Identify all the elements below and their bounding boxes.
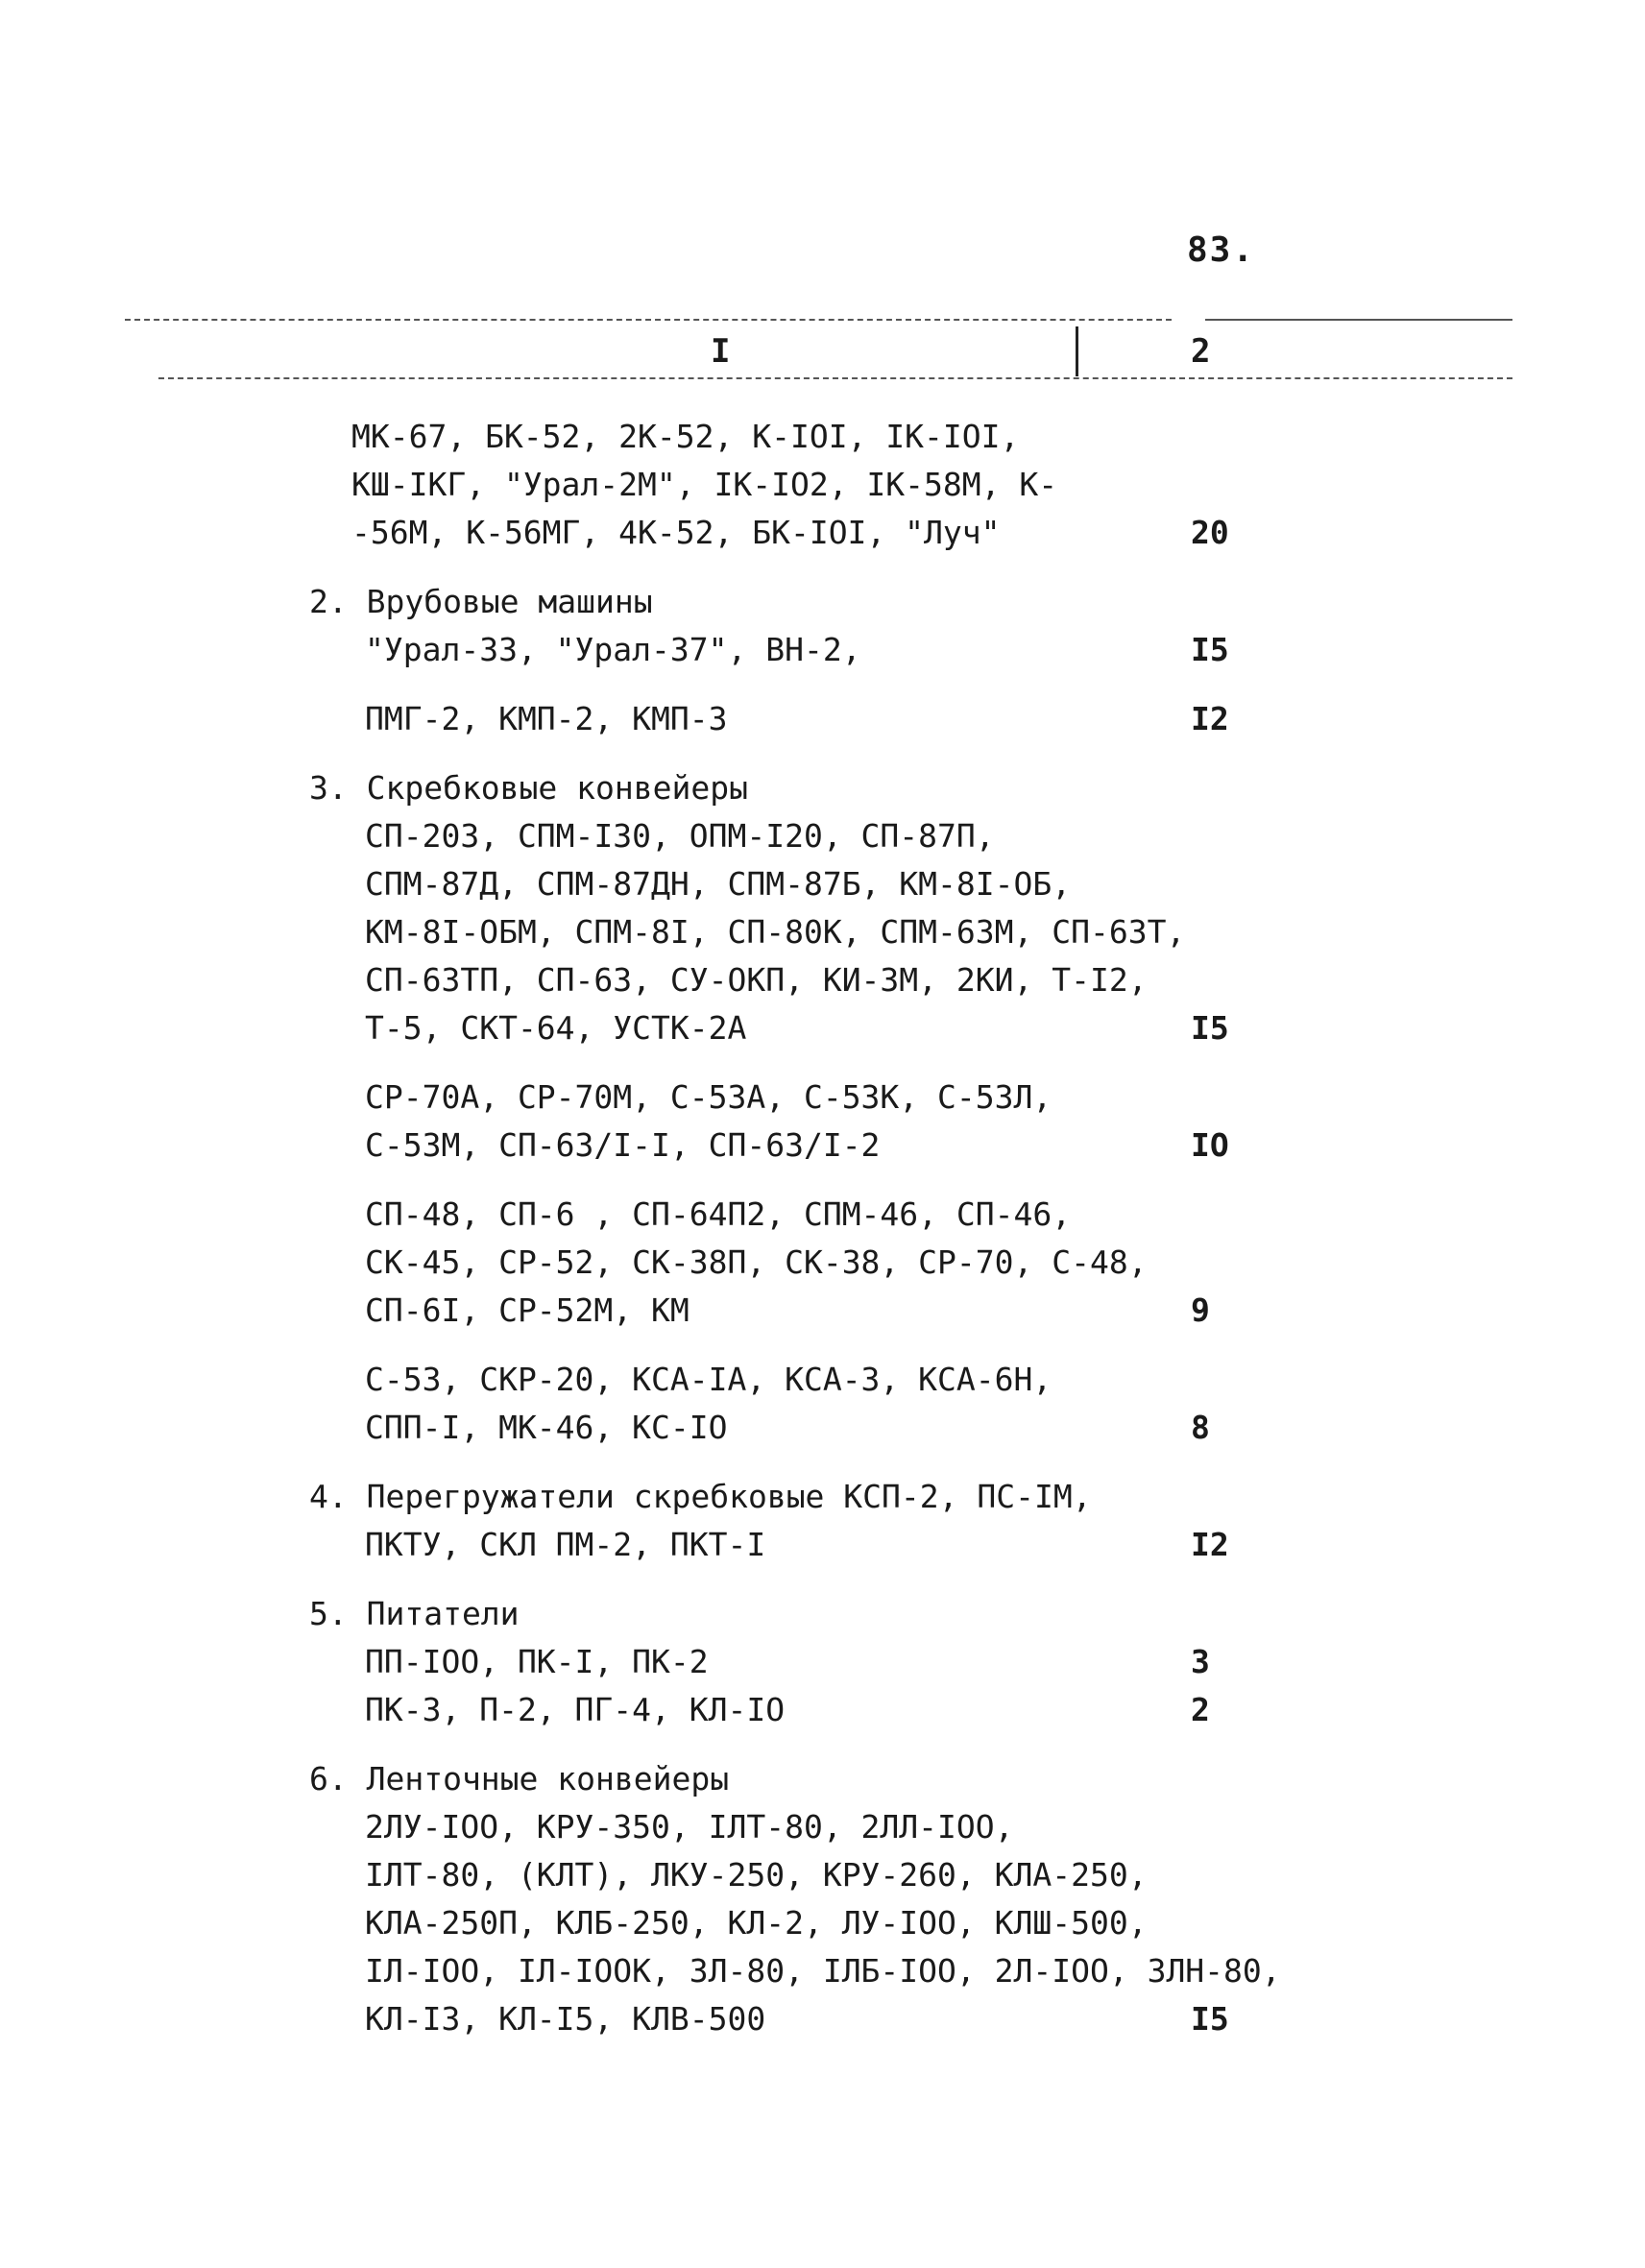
table-row	[0, 1851, 1645, 1899]
table-row	[0, 1947, 1645, 1995]
norm-value: 3	[1191, 1643, 1210, 1680]
table-row	[0, 1074, 1645, 1122]
section-heading: 5. Питатели	[309, 1595, 520, 1632]
equipment-list: ПК-3, П-2, ПГ-4, КЛ-IO	[365, 1691, 786, 1728]
equipment-list: ПП-IOO, ПК-I, ПК-2	[365, 1643, 709, 1680]
equipment-list: СП-203, СПМ-I30, ОПМ-I20, СП-87П,	[365, 817, 995, 855]
equipment-list: 2ЛУ-IOO, КРУ-350, IЛТ-80, 2ЛЛ-IOO,	[365, 1808, 1014, 1846]
norm-value: 9	[1191, 1291, 1210, 1329]
table-row	[0, 1404, 1645, 1452]
table-row	[0, 1803, 1645, 1851]
table-row	[0, 1191, 1645, 1239]
section-heading: 4. Перегружатели скребковые КСП-2, ПС-IМ,	[309, 1478, 1092, 1515]
equipment-list: IЛ-IOO, IЛ-IOOК, 3Л-80, IЛБ-IOO, 2Л-IOO, 3ЛН-80,	[365, 1952, 1281, 1990]
equipment-list: МК-67, БК-52, 2К-52, К-IOI, IК-IOI,	[351, 418, 1020, 455]
equipment-list: -56М, К-56МГ, 4К-52, БК-IOI, "Луч"	[351, 514, 1001, 551]
equipment-list: СК-45, СР-52, СК-38П, СК-38, СР-70, С-48,	[365, 1243, 1148, 1281]
table-group	[0, 1356, 1645, 1452]
table-group	[0, 1074, 1645, 1170]
equipment-list: СПП-I, МК-46, КС-IO	[365, 1409, 728, 1446]
table-row	[0, 626, 1645, 674]
section-heading: 6. Ленточные конвейеры	[309, 1760, 730, 1798]
table-row	[0, 695, 1645, 743]
equipment-list: "Урал-33, "Урал-37", ВН-2,	[365, 631, 861, 668]
section-heading-row	[0, 578, 1645, 626]
section-heading: 3. Скребковые конвейеры	[309, 769, 748, 807]
table-row	[0, 1239, 1645, 1287]
table-row	[0, 812, 1645, 860]
norm-value: I2	[1191, 1526, 1229, 1563]
norm-value: I5	[1191, 1009, 1229, 1047]
table-row	[0, 1122, 1645, 1170]
table-group	[0, 764, 1645, 1052]
equipment-list: ПМГ-2, КМП-2, КМП-3	[365, 700, 728, 737]
table-group	[0, 695, 1645, 743]
equipment-list: КЛ-I3, КЛ-I5, КЛВ-500	[365, 2000, 766, 2038]
equipment-list: СП-63ТП, СП-63, СУ-ОКП, КИ-3М, 2КИ, Т-I2,	[365, 961, 1148, 999]
table-group	[0, 1473, 1645, 1569]
equipment-list: ПКТУ, СКЛ ПМ-2, ПКТ-I	[365, 1526, 766, 1563]
table-group	[0, 1590, 1645, 1734]
equipment-list: КМ-8I-ОБМ, СПМ-8I, СП-80К, СПМ-63М, СП-63Т,	[365, 913, 1186, 951]
section-heading-row	[0, 1755, 1645, 1803]
table-row	[0, 908, 1645, 956]
column-divider	[1076, 326, 1078, 376]
norm-value: I5	[1191, 631, 1229, 668]
table-body	[0, 413, 1645, 2064]
table-group	[0, 578, 1645, 674]
norm-value: I5	[1191, 2000, 1229, 2038]
table-row	[0, 956, 1645, 1004]
norm-value: I2	[1191, 700, 1229, 737]
table-row	[0, 1899, 1645, 1947]
table-row	[0, 1995, 1645, 2043]
table-group	[0, 1755, 1645, 2043]
table-row	[0, 1287, 1645, 1335]
equipment-list: СПМ-87Д, СПМ-87ДН, СПМ-87Б, КМ-8I-ОБ,	[365, 865, 1072, 903]
equipment-list: СП-6I, СР-52М, КМ	[365, 1291, 689, 1329]
column-heading-1: I	[711, 332, 731, 371]
page-number: 83.	[1187, 230, 1256, 270]
table-row	[0, 1004, 1645, 1052]
table-row	[0, 413, 1645, 461]
table-row	[0, 1521, 1645, 1569]
equipment-list: С-53М, СП-63/I-I, СП-63/I-2	[365, 1126, 881, 1164]
table-row	[0, 461, 1645, 509]
header-rule-top-right	[1205, 319, 1512, 321]
section-heading-row	[0, 1473, 1645, 1521]
table-row	[0, 1356, 1645, 1404]
header-rule-bottom	[158, 377, 1512, 379]
header-rule-top	[125, 319, 1172, 321]
equipment-list: КЛА-250П, КЛБ-250, КЛ-2, ЛУ-IOO, КЛШ-500,	[365, 1904, 1148, 1942]
norm-value: 20	[1191, 514, 1229, 551]
table-row	[0, 860, 1645, 908]
norm-value: IO	[1191, 1126, 1229, 1164]
equipment-list: СП-48, СП-6 , СП-64П2, СПМ-46, СП-46,	[365, 1195, 1072, 1233]
table-group	[0, 1191, 1645, 1335]
table-group	[0, 413, 1645, 557]
table-row	[0, 1638, 1645, 1686]
equipment-list: IЛТ-80, (КЛТ), ЛКУ-250, КРУ-260, КЛА-250,	[365, 1856, 1148, 1894]
table-row	[0, 1686, 1645, 1734]
norm-value: 8	[1191, 1409, 1210, 1446]
column-heading-2: 2	[1191, 332, 1211, 371]
norm-value: 2	[1191, 1691, 1210, 1728]
section-heading-row	[0, 764, 1645, 812]
equipment-list: СР-70А, СР-70М, С-53А, С-53К, С-53Л,	[365, 1078, 1052, 1116]
section-heading: 2. Врубовые машины	[309, 583, 653, 620]
equipment-list: С-53, СКР-20, КСА-IА, КСА-3, КСА-6Н,	[365, 1361, 1052, 1398]
table-row	[0, 509, 1645, 557]
equipment-list: КШ-IКГ, "Урал-2М", IК-IO2, IК-58М, К-	[351, 466, 1058, 503]
equipment-list: Т-5, СКТ-64, УСТК-2А	[365, 1009, 747, 1047]
section-heading-row	[0, 1590, 1645, 1638]
